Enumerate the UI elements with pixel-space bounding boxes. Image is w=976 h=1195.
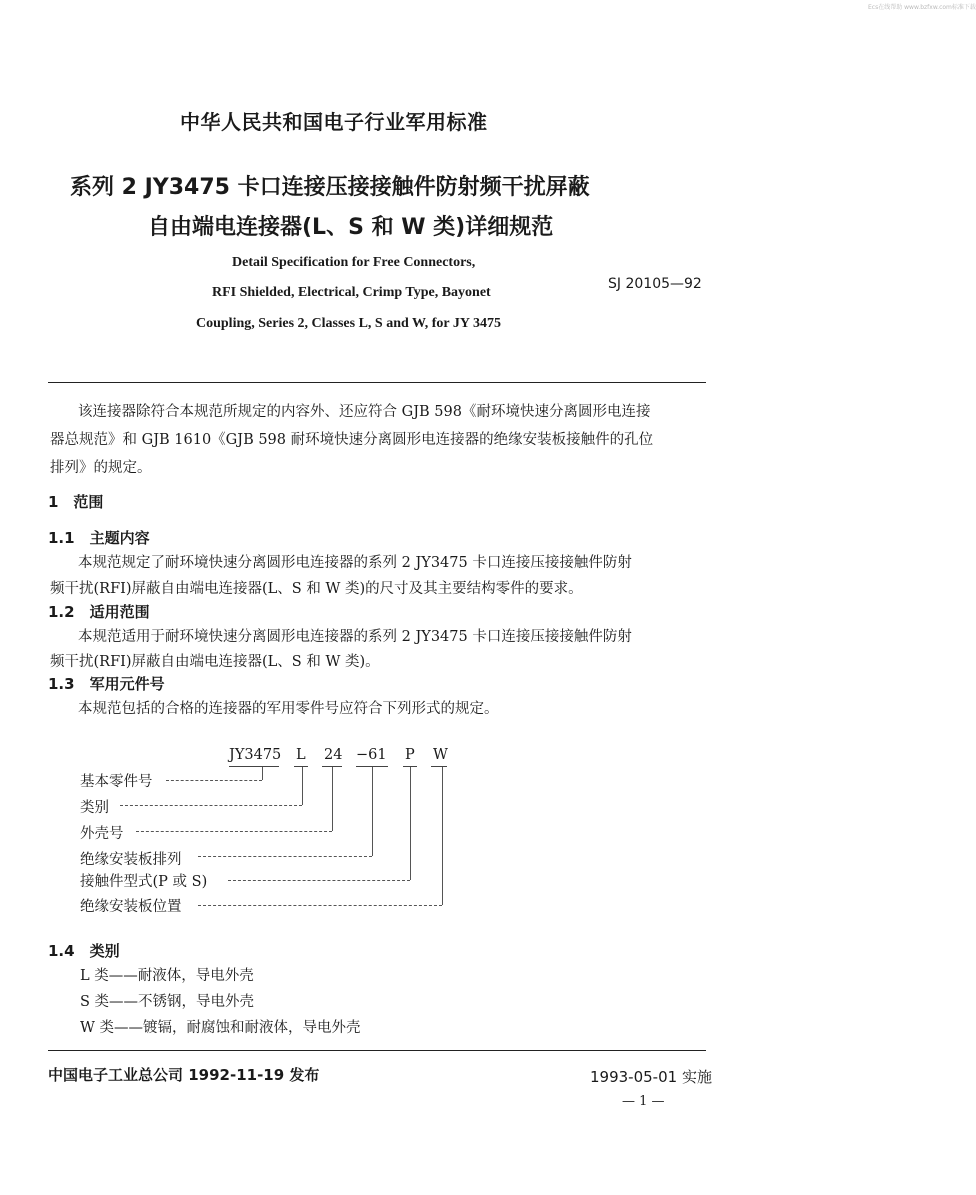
english-title-line-2: RFI Shielded, Electrical, Crimp Type, Bayonet [212,285,491,300]
class-item-s: S 类——不锈钢，导电外壳 [80,994,255,1010]
english-title-line-1: Detail Specification for Free Connectors, [232,255,476,270]
section-1-2-heading: 1.2 适用范围 [48,603,150,621]
intro-line-1: 该连接器除符合本规范所规定的内容外、还应符合 GJB 598《耐环境快速分离圆形电连接 [78,404,651,420]
pn-code-contact: P [405,747,415,763]
pn-drop-shell [332,767,333,831]
pn-underline-base [229,766,279,767]
section-1-heading: 1 范围 [48,493,104,511]
pn-code-arrangement: −61 [356,747,387,763]
class-item-w: W 类——镀镉，耐腐蚀和耐液体，导电外壳 [80,1020,361,1036]
section-1-1-heading: 1.1 主题内容 [48,529,150,547]
pn-label-base: 基本零件号 [80,774,153,790]
footer-rule [48,1050,706,1051]
issued-date: 中国电子工业总公司 1992-11-19 发布 [48,1066,320,1084]
pn-code-class: L [296,747,306,763]
section-1-1-line-1: 本规范规定了耐环境快速分离圆形电连接器的系列 2 JY3475 卡口连接压接接触件防射 [78,555,632,571]
standard-code: SJ 20105—92 [608,276,702,292]
pn-leader-contact [228,880,410,881]
pn-label-arrangement: 绝缘安装板排列 [80,852,182,868]
pn-leader-class [120,805,302,806]
intro-line-3: 排列》的规定。 [50,460,152,476]
pn-code-shell: 24 [324,747,343,763]
pn-drop-base [262,767,263,780]
title-line-1: 系列 2 JY3475 卡口连接压接接触件防射频干扰屏蔽 [70,175,590,200]
section-1-2-line-1: 本规范适用于耐环境快速分离圆形电连接器的系列 2 JY3475 卡口连接压接接触件防射 [78,629,632,645]
section-1-3-heading: 1.3 军用元件号 [48,675,165,693]
pn-label-class: 类别 [80,800,109,816]
pn-drop-arrangement [372,767,373,856]
pn-leader-shell [136,831,332,832]
class-item-l: L 类——耐液体，导电外壳 [80,968,254,984]
pn-drop-contact [410,767,411,880]
pn-leader-base [166,780,262,781]
page-number: — 1 — [622,1094,665,1109]
pn-leader-position [198,905,442,906]
pn-code-base: JY3475 [229,747,282,763]
pn-label-position: 绝缘安装板位置 [80,899,182,915]
pn-code-position: W [433,747,448,763]
section-1-3-line-1: 本规范包括的合格的连接器的军用零件号应符合下列形式的规定。 [78,701,499,717]
effective-date: 1993-05-01 实施 [590,1068,712,1086]
section-1-1-line-2: 频干扰(RFI)屏蔽自由端电连接器(L、S 和 W 类)的尺寸及其主要结构零件的要求。 [50,581,583,597]
org-line: 中华人民共和国电子行业军用标准 [180,110,488,134]
watermark: Ecs在线帮助 www.bzfxw.com标准下载 [868,4,976,11]
pn-underline-position [431,766,447,767]
intro-line-2: 器总规范》和 GJB 1610《GJB 598 耐环境快速分离圆形电连接器的绝缘安装板接触件的孔位 [50,432,654,448]
pn-label-contact: 接触件型式(P 或 S) [80,874,208,890]
section-1-4-heading: 1.4 类别 [48,942,120,960]
title-line-2: 自由端电连接器(L、S 和 W 类)详细规范 [148,215,554,240]
header-rule [48,382,706,383]
section-1-2-line-2: 频干扰(RFI)屏蔽自由端电连接器(L、S 和 W 类)。 [50,654,380,670]
english-title-line-3: Coupling, Series 2, Classes L, S and W, for JY 3475 [196,316,501,331]
pn-leader-arrangement [198,856,372,857]
pn-underline-class [294,766,308,767]
pn-drop-position [442,767,443,905]
pn-label-shell: 外壳号 [80,826,124,842]
pn-drop-class [302,767,303,805]
